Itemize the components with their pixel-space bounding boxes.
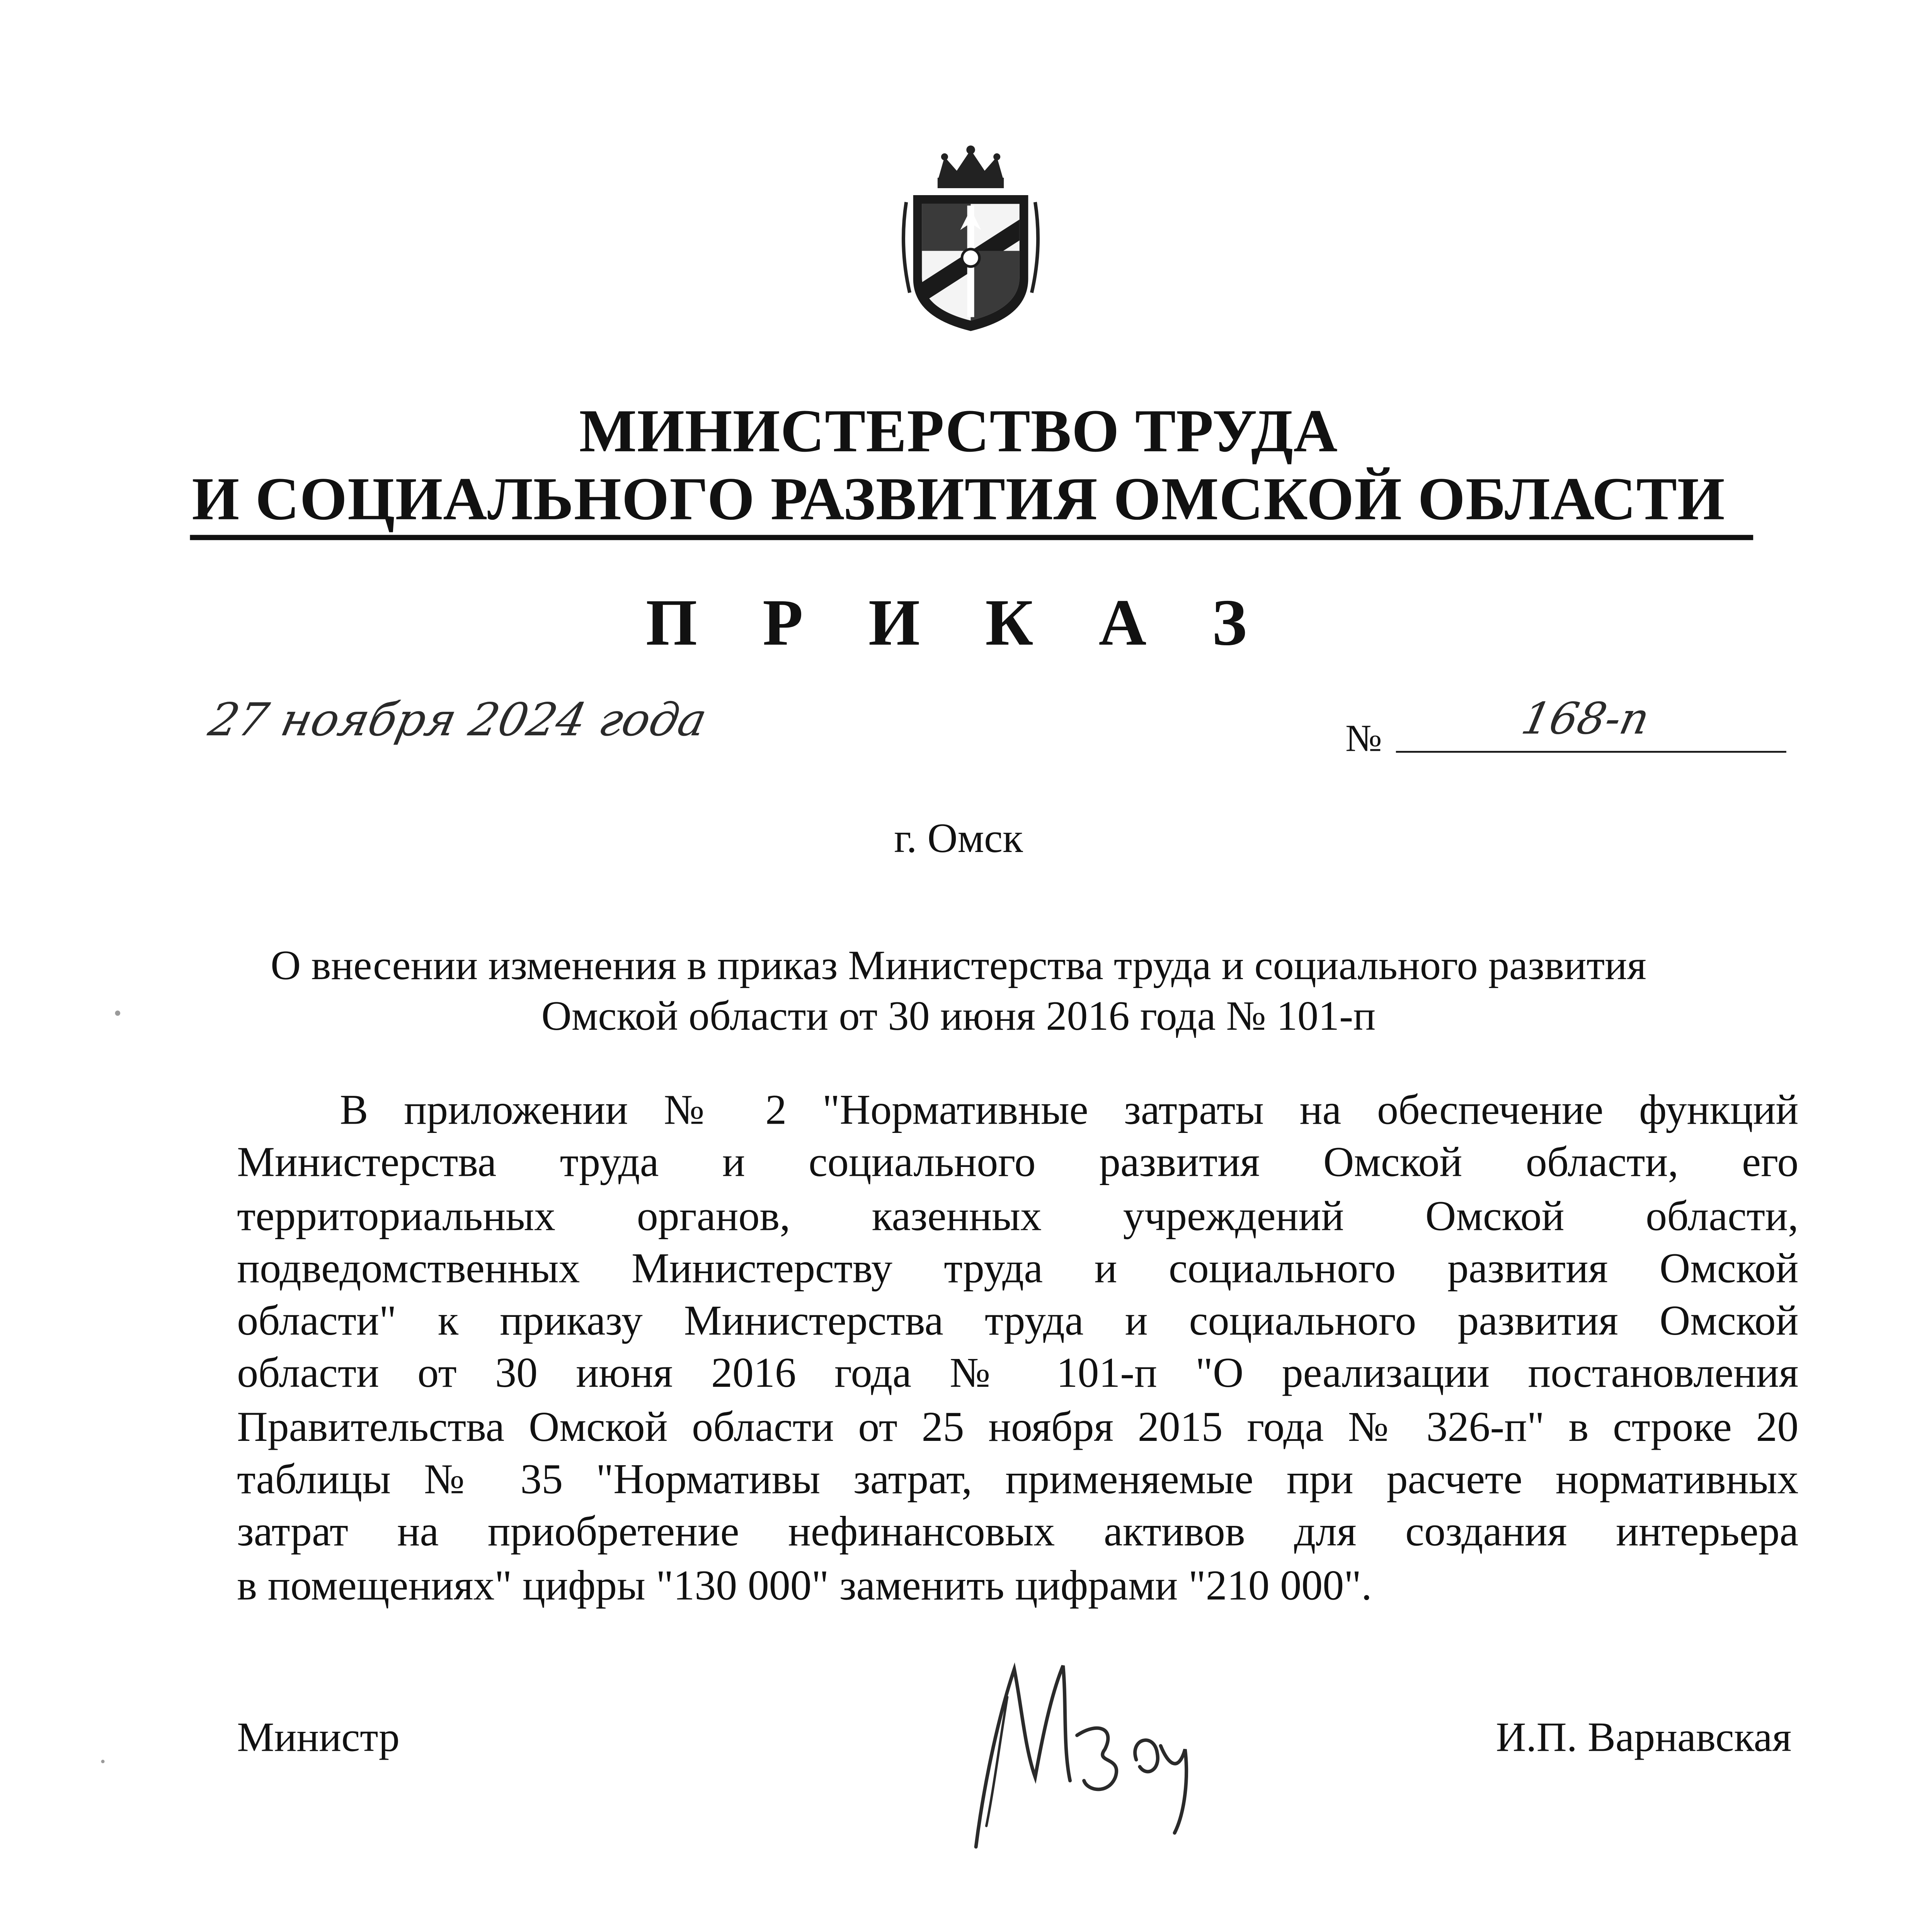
order-subject-line-1: О внесении изменения в приказ Министерства труда и социального развития bbox=[271, 944, 1646, 990]
body-line: Правительства Омской области от 25 ноября 2015 года № 326-п" в строке 20 bbox=[237, 1404, 1799, 1451]
order-body-paragraph bbox=[237, 1085, 1798, 1613]
signer-position: Министр bbox=[237, 1716, 400, 1762]
city-of-issue: г. Омск bbox=[894, 817, 1023, 862]
body-line: территориальных органов, казенных учреждений Омской области, bbox=[237, 1192, 1799, 1240]
scan-speck bbox=[101, 1760, 105, 1763]
body-line: области" к приказу Министерства труда и социального развития Омской bbox=[237, 1298, 1799, 1345]
body-line: таблицы № 35 "Нормативы затрат, применяемые при расчете нормативных bbox=[237, 1456, 1799, 1504]
header-divider bbox=[190, 535, 1753, 540]
document-type-title: П Р И К А З bbox=[645, 587, 1272, 660]
order-number-handwritten: 168-п bbox=[1517, 693, 1654, 744]
body-line: области от 30 июня 2016 года № 101-п "О реализации постановления bbox=[237, 1351, 1799, 1398]
ministry-name-line-2: И СОЦИАЛЬНОГО РАЗВИТИЯ ОМСКОЙ ОБЛАСТИ bbox=[192, 465, 1725, 533]
body-line: Министерства труда и социального развития Омской области, его bbox=[237, 1140, 1799, 1187]
body-line: затрат на приобретение нефинансовых активов для создания интерьера bbox=[237, 1509, 1799, 1557]
scan-speck bbox=[115, 1010, 121, 1016]
order-subject-line-2: Омской области от 30 июня 2016 года № 101-п bbox=[541, 995, 1376, 1040]
ministry-name-line-1: МИНИСТЕРСТВО ТРУДА bbox=[579, 397, 1338, 465]
signer-name: И.П. Варнавская bbox=[1496, 1716, 1792, 1762]
coat-of-arms-icon bbox=[899, 143, 1042, 335]
order-date-handwritten: 27 ноября 2024 года bbox=[204, 695, 711, 748]
body-line: подведомственных Министерству труда и социального развития Омской bbox=[237, 1245, 1799, 1293]
order-number-label: № bbox=[1345, 716, 1382, 760]
body-line: в помещениях" цифры "130 000" заменить цифрами "210 000". bbox=[237, 1562, 1372, 1609]
order-number-underline bbox=[1396, 751, 1786, 753]
body-line: В приложении № 2 "Нормативные затраты на обеспечение функций bbox=[340, 1087, 1799, 1134]
